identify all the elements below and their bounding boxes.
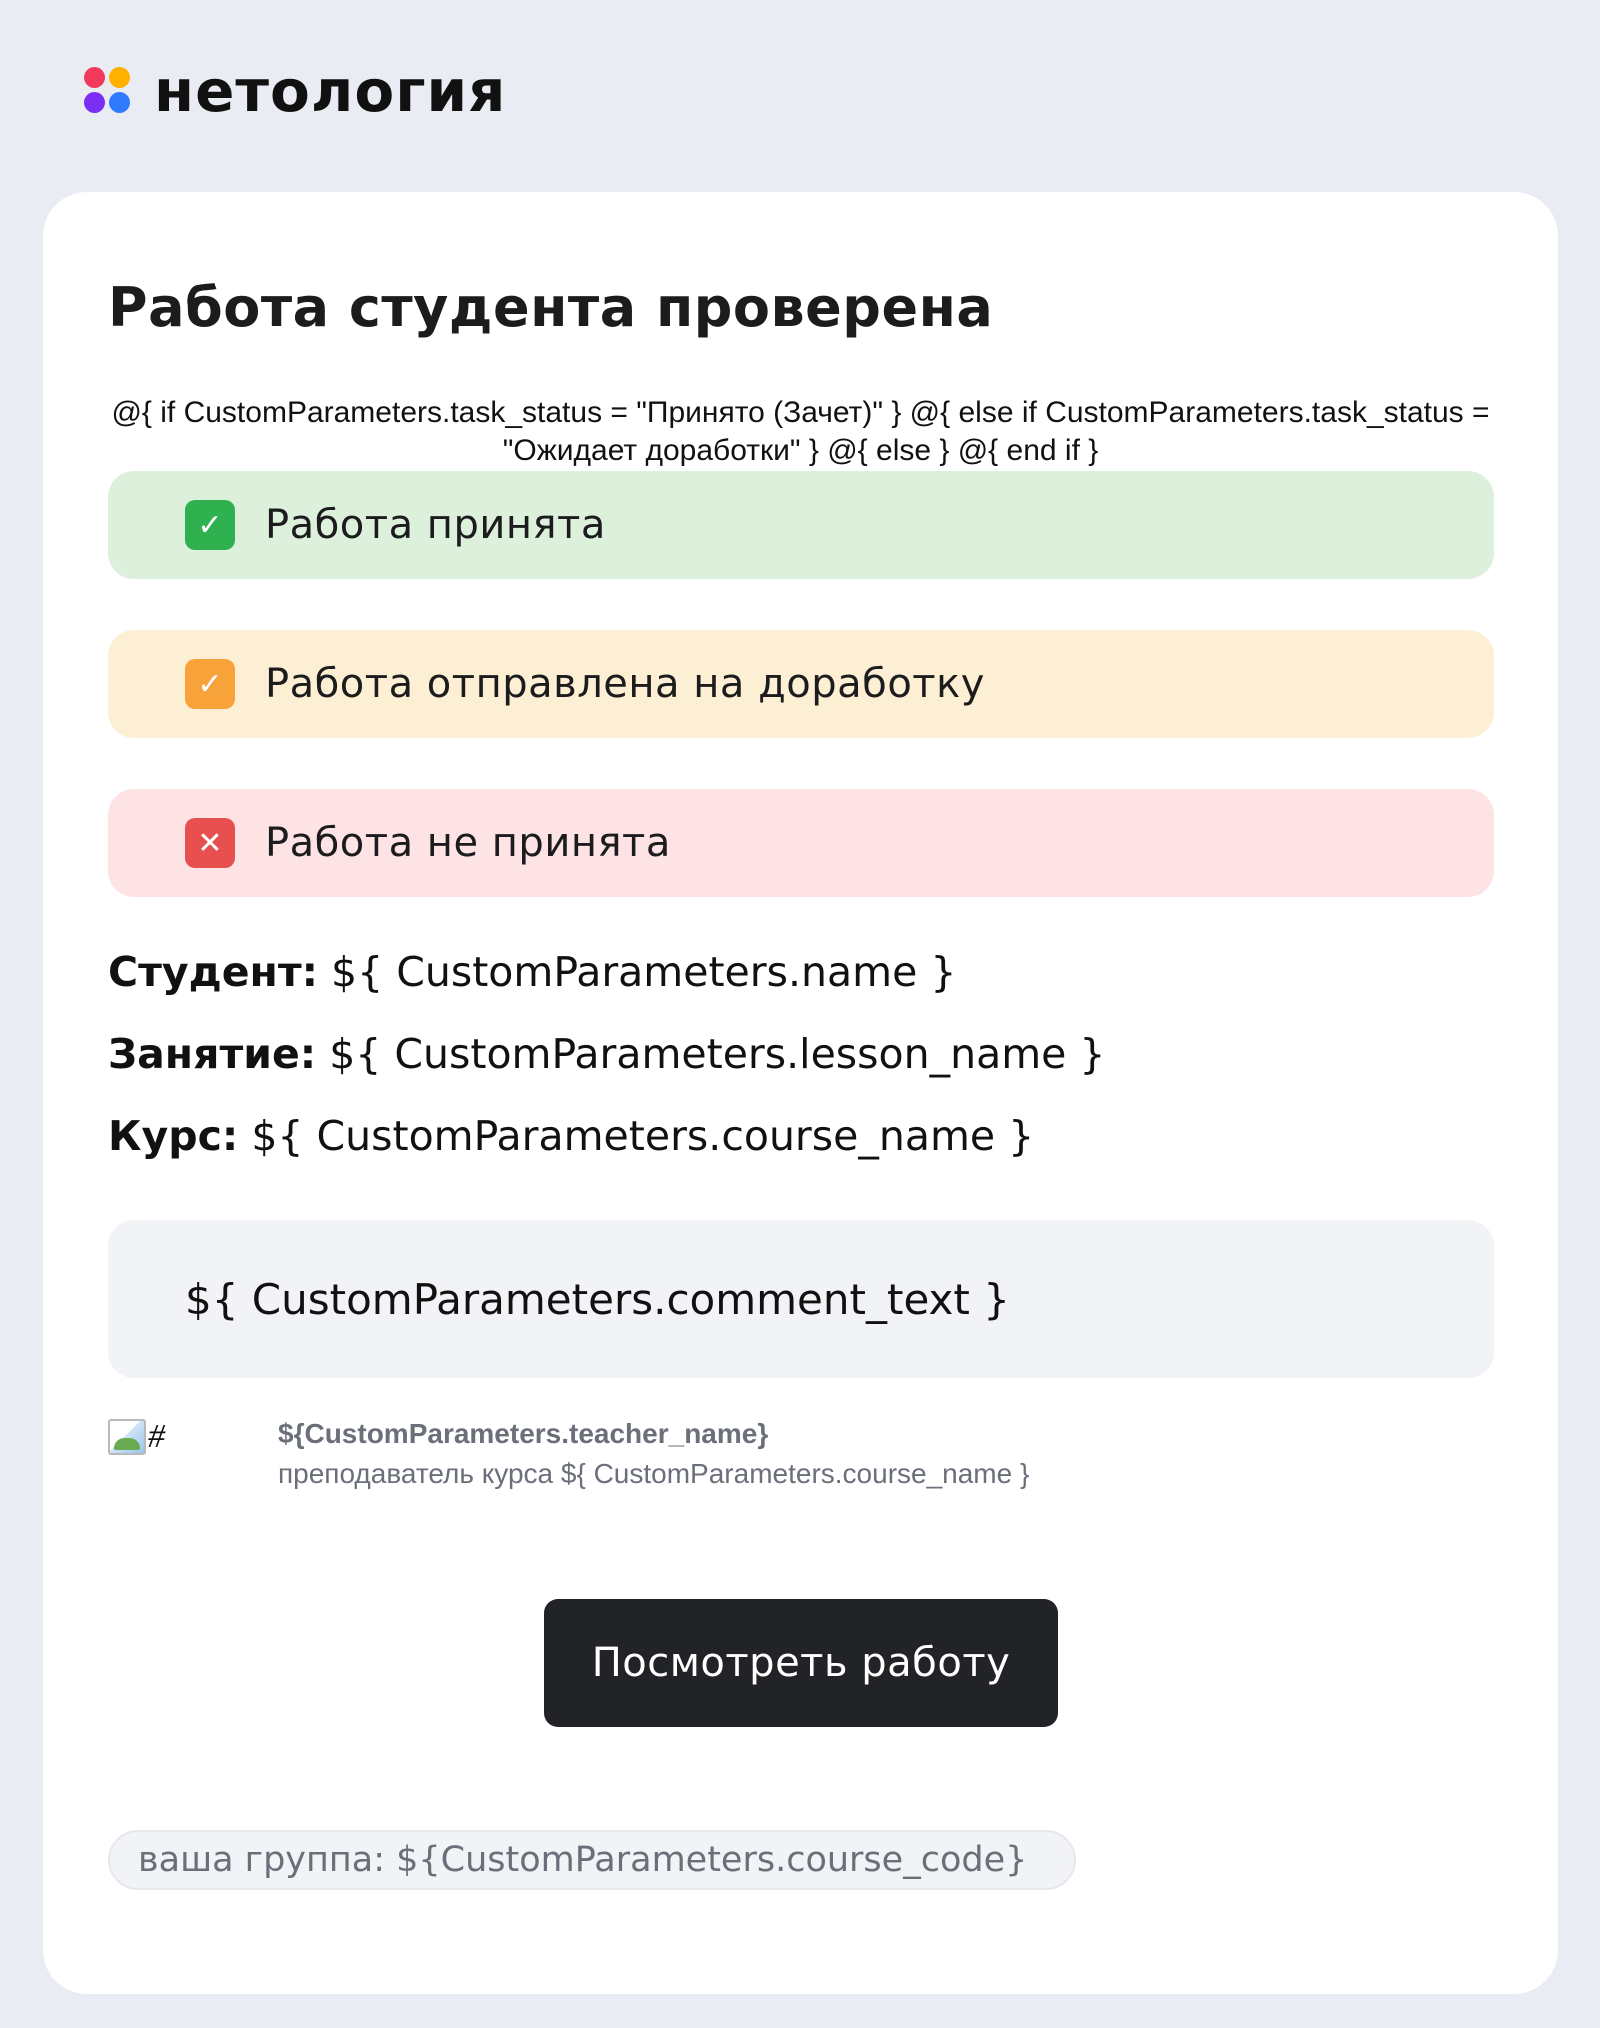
student-label: Студент: — [108, 948, 318, 996]
teacher-block — [108, 1418, 1308, 1508]
status-label: Работа не принята — [265, 820, 671, 866]
brand-name: нетология — [154, 57, 507, 125]
page-title: Работа студента проверена — [108, 276, 994, 339]
brand-logo — [84, 57, 507, 125]
check-icon: ✓ — [185, 500, 235, 550]
lesson-value: ${ CustomParameters.lesson_name } — [329, 1030, 1106, 1078]
check-icon: ✓ — [185, 659, 235, 709]
avatar-alt-text: # — [148, 1418, 165, 1455]
group-text: ваша группа: ${CustomParameters.course_code} — [138, 1840, 1028, 1880]
student-row — [108, 948, 956, 996]
view-work-button[interactable]: Посмотреть работу — [544, 1599, 1058, 1727]
comment-box — [108, 1220, 1494, 1378]
broken-image-icon — [108, 1419, 146, 1455]
close-icon: ✕ — [185, 818, 235, 868]
group-badge — [108, 1830, 1076, 1890]
teacher-name: ${CustomParameters.teacher_name} — [278, 1418, 769, 1449]
course-row — [108, 1112, 1034, 1160]
student-value: ${ CustomParameters.name } — [331, 948, 957, 996]
status-rejected-banner — [108, 789, 1494, 897]
status-label: Работа принята — [265, 502, 606, 548]
lesson-row — [108, 1030, 1105, 1078]
status-rework-banner — [108, 630, 1494, 738]
notification-card — [43, 192, 1558, 1994]
status-label: Работа отправлена на доработку — [265, 661, 985, 707]
logo-mark-icon — [84, 67, 132, 115]
teacher-description: преподаватель курса ${ CustomParameters.course_name } — [278, 1458, 1030, 1489]
teacher-avatar — [108, 1418, 165, 1456]
course-label: Курс: — [108, 1112, 239, 1160]
course-value: ${ CustomParameters.course_name } — [251, 1112, 1035, 1160]
status-accepted-banner — [108, 471, 1494, 579]
lesson-label: Занятие: — [108, 1030, 317, 1078]
template-condition-text: @{ if CustomParameters.task_status = "Принято (Зачет)" } @{ else if CustomParameters.task_status = "Ожидает доработки" } @{ else } @{ end if } — [111, 396, 1490, 467]
comment-text: ${ CustomParameters.comment_text } — [185, 1274, 1010, 1324]
